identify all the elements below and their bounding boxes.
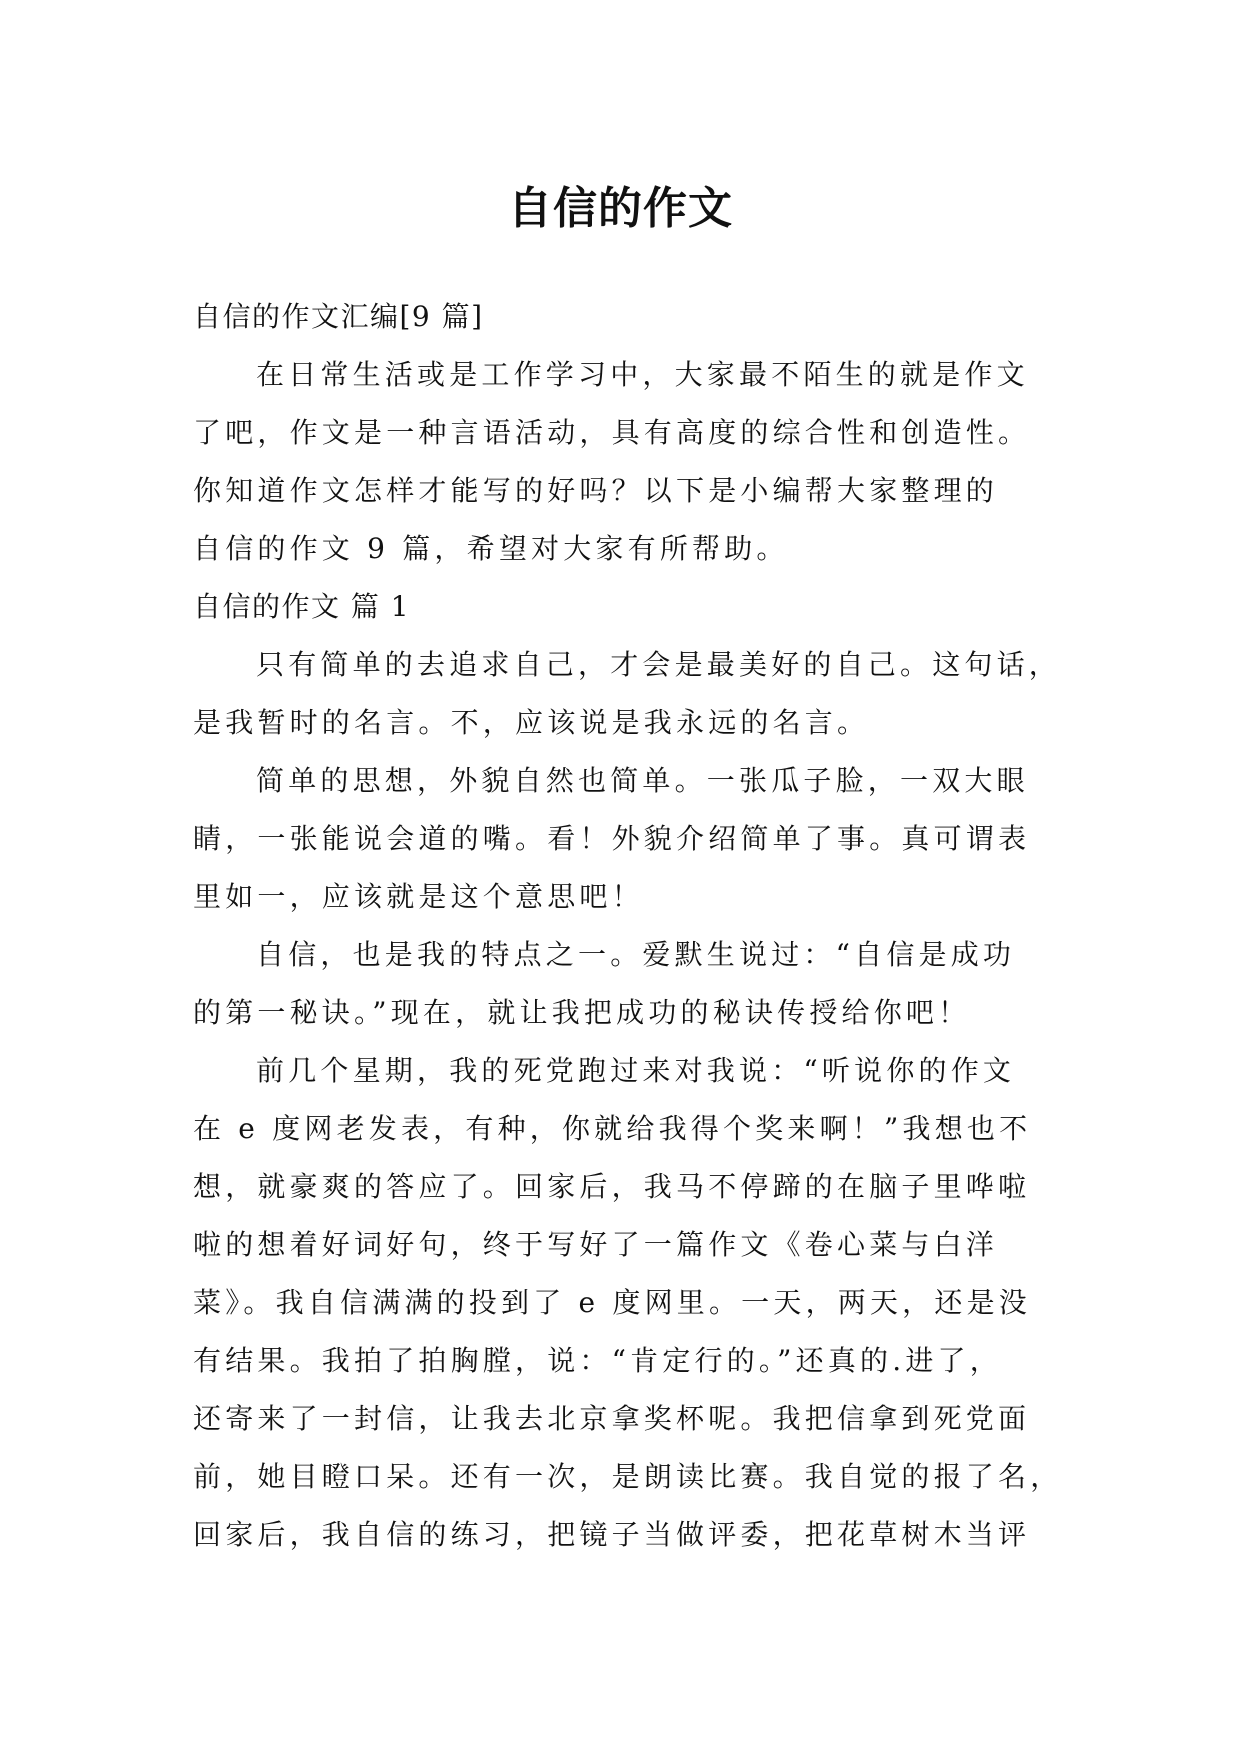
text-line: 的第一秘诀。”现在，就让我把成功的秘诀传授给你吧！ [193,996,971,1029]
text-line: 回家后，我自信的练习，把镜子当做评委，把花草树木当评 [193,1518,1031,1551]
section-heading: 自信的作文汇编[9 篇] [193,300,484,333]
text-line: 你知道作文怎样才能写的好吗？以下是小编帮大家整理的 [193,474,999,507]
text-line: 在日常生活或是工作学习中，大家最不陌生的就是作文 [256,358,1029,391]
text-line: 在 e 度网老发表，有种，你就给我得个奖来啊！”我想也不 [193,1112,1032,1145]
text-line: 了吧，作文是一种言语活动，具有高度的综合性和创造性。 [193,416,1031,449]
text-line: 自信的作文 9 篇，希望对大家有所帮助。 [193,532,789,565]
text-line: 睛，一张能说会道的嘴。看！外貌介绍简单了事。真可谓表 [193,822,1031,855]
text-line: 前，她目瞪口呆。还有一次，是朗读比赛。我自觉的报了名， [193,1460,1063,1493]
section-heading: 自信的作文 篇 1 [193,590,411,623]
text-line: 菜》。我自信满满的投到了 e 度网里。一天，两天，还是没 [193,1286,1031,1319]
text-line: 想，就豪爽的答应了。回家后，我马不停蹄的在脑子里哗啦 [193,1170,1031,1203]
text-line: 简单的思想，外貌自然也简单。一张瓜子脸，一双大眼 [256,764,1029,797]
text-line: 啦的想着好词好句，终于写好了一篇作文《卷心菜与白洋 [193,1228,999,1261]
document-title: 自信的作文 [508,183,733,235]
document-body [193,288,1063,1564]
text-line: 只有简单的去追求自己，才会是最美好的自己。这句话， [256,648,1062,681]
text-line: 前几个星期，我的死党跑过来对我说：“听说你的作文 [256,1054,1016,1087]
text-line: 自信，也是我的特点之一。爱默生说过：“自信是成功 [256,938,1016,971]
text-line: 有结果。我拍了拍胸膛，说：“肯定行的。”还真的.进了， [193,1344,1002,1377]
text-line: 是我暂时的名言。不，应该说是我永远的名言。 [193,706,870,739]
text-line: 还寄来了一封信，让我去北京拿奖杯呢。我把信拿到死党面 [193,1402,1031,1435]
text-line: 里如一，应该就是这个意思吧！ [193,880,644,913]
